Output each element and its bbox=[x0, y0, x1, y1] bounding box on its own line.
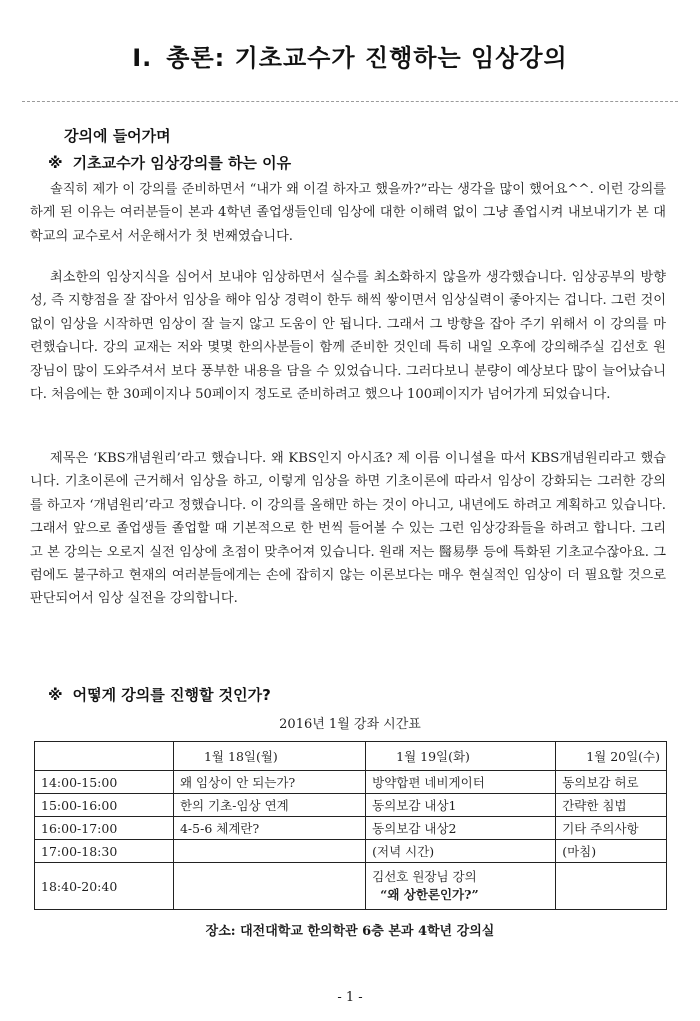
paragraph-1: 솔직히 제가 이 강의를 준비하면서 “내가 왜 이걸 하자고 했을까?”라는 생각을 많이 했어요^^. 이런 강의를 하게 된 이유는 여러분들이 본과 4학년 졸업생들인데 임상에 대한 이해력 없이 그냥 졸업시켜 내보내기가 본 대학교의 교수로서 서운해서가 첫 번째였습니다. bbox=[30, 182, 666, 244]
page-number: - 1 - bbox=[337, 990, 363, 1005]
session-cell: 간략한 침법 bbox=[556, 794, 667, 817]
session-cell: 동의보감 허로 bbox=[556, 771, 667, 794]
page-title bbox=[0, 38, 700, 73]
session-cell bbox=[556, 863, 667, 910]
subheading-plan bbox=[48, 684, 271, 705]
reference-mark: ※ bbox=[48, 154, 63, 172]
session-cell: 기타 주의사항 bbox=[556, 817, 667, 840]
guest-lecture-topic: “왜 상한론인가?” bbox=[380, 887, 479, 902]
header-day-1: 1월 18일(월) bbox=[173, 742, 365, 771]
subheading-reason bbox=[48, 152, 291, 173]
chapter-number: Ⅰ. bbox=[132, 44, 153, 72]
time-cell: 18:40-20:40 bbox=[35, 863, 174, 910]
session-cell: (마침) bbox=[556, 840, 667, 863]
header-empty-cell bbox=[35, 742, 174, 771]
venue-note: 장소: 대전대학교 한의학관 6층 본과 4학년 강의실 bbox=[205, 924, 495, 939]
paragraph-2: 최소한의 임상지식을 심어서 보내야 임상하면서 실수를 최소화하지 않을까 생각했습니다. 임상공부의 방향성, 즉 지향점을 잘 잡아서 임상을 해야 임상 경력이 한두 해씩 쌓이면서 임상실력이 좋아지는 겁니다. 그런 것이 없이 임상을 시작하면 임상이 잘 늘지 않고 도움이 안 됩니다. 그래서 그 방향을 잡아 주기 위해서 이 강의를 마련했습니다. 강의 교재는 저와 몇몇 한의사분들이 함께 준비한 것인데 특히 내일 오후에 강의해주실 김선호 원장님이 많이 도와주셔서 보다 풍부한 내용을 담을 수 있었습니다. 그러다보니 분량이 예상보다 많이 늘어났습니다. 처음에는 한 30페이지나 50페이지 정도로 준비하려고 했으나 100페이지가 넘어가게 되었습니다. bbox=[30, 270, 666, 403]
session-cell: 4-5-6 체계란? bbox=[173, 817, 365, 840]
session-cell: 동의보감 내상2 bbox=[366, 817, 556, 840]
header-day-2: 1월 19일(화) bbox=[366, 742, 556, 771]
time-cell: 16:00-17:00 bbox=[35, 817, 174, 840]
time-cell: 15:00-16:00 bbox=[35, 794, 174, 817]
table-row bbox=[35, 771, 667, 794]
session-cell: (저녁 시간) bbox=[366, 840, 556, 863]
guest-lecturer: 김선호 원장님 강의 bbox=[372, 869, 477, 884]
subheading-plan-text: 어떻게 강의를 진행할 것인가? bbox=[72, 686, 271, 704]
paragraph-3: 제목은 ‘KBS개념원리’라고 했습니다. 왜 KBS인지 아시죠? 제 이름 이니셜을 따서 KBS개념원리라고 했습니다. 기초이론에 근거해서 임상을 하고, 이렇게 임상을 하면 기초이론에 따라서 임상이 강화되는 그러한 강의를 하고자 ‘개념원리’라고 정했습니다. 이 강의를 올해만 하는 것이 아니고, 내년에도 하려고 계획하고 있습니다. 그래서 앞으로 졸업생들 졸업할 때 기본적으로 한 번씩 들어볼 수 있는 그런 임상강좌들을 하려고 합니다. 그리고 본 강의는 오로지 실전 임상에 초점이 맞추어져 있습니다. 원래 저는 醫易學 등에 특화된 기초교수잖아요. 그럼에도 불구하고 현재의 여러분들에게는 손에 잡히지 않는 이론보다는 매우 현실적인 임상이 더 필요할 것으로 판단되어서 임상 실전을 강의합니다. bbox=[30, 451, 666, 607]
table-row bbox=[35, 863, 667, 910]
header-day-3: 1월 20일(수) bbox=[556, 742, 667, 771]
table-row bbox=[35, 817, 667, 840]
time-cell: 17:00-18:30 bbox=[35, 840, 174, 863]
table-row bbox=[35, 794, 667, 817]
title-divider bbox=[22, 101, 678, 102]
section-heading-intro: 강의에 들어가며 bbox=[64, 127, 171, 145]
session-cell: 방약합편 네비게이터 bbox=[366, 771, 556, 794]
session-cell: 한의 기초-임상 연계 bbox=[173, 794, 365, 817]
schedule-caption: 2016년 1월 강좌 시간표 bbox=[279, 717, 421, 732]
subheading-reason-text: 기초교수가 임상강의를 하는 이유 bbox=[72, 154, 292, 172]
session-cell: 왜 임상이 안 되는가? bbox=[173, 771, 365, 794]
session-cell bbox=[173, 863, 365, 910]
session-cell-guest-lecture bbox=[366, 863, 556, 910]
time-cell: 14:00-15:00 bbox=[35, 771, 174, 794]
schedule-table bbox=[34, 741, 667, 910]
schedule-header-row bbox=[35, 742, 667, 771]
chapter-title: 총론: 기초교수가 진행하는 임상강의 bbox=[166, 44, 568, 72]
session-cell: 동의보감 내상1 bbox=[366, 794, 556, 817]
reference-mark: ※ bbox=[48, 686, 63, 704]
table-row bbox=[35, 840, 667, 863]
session-cell bbox=[173, 840, 365, 863]
